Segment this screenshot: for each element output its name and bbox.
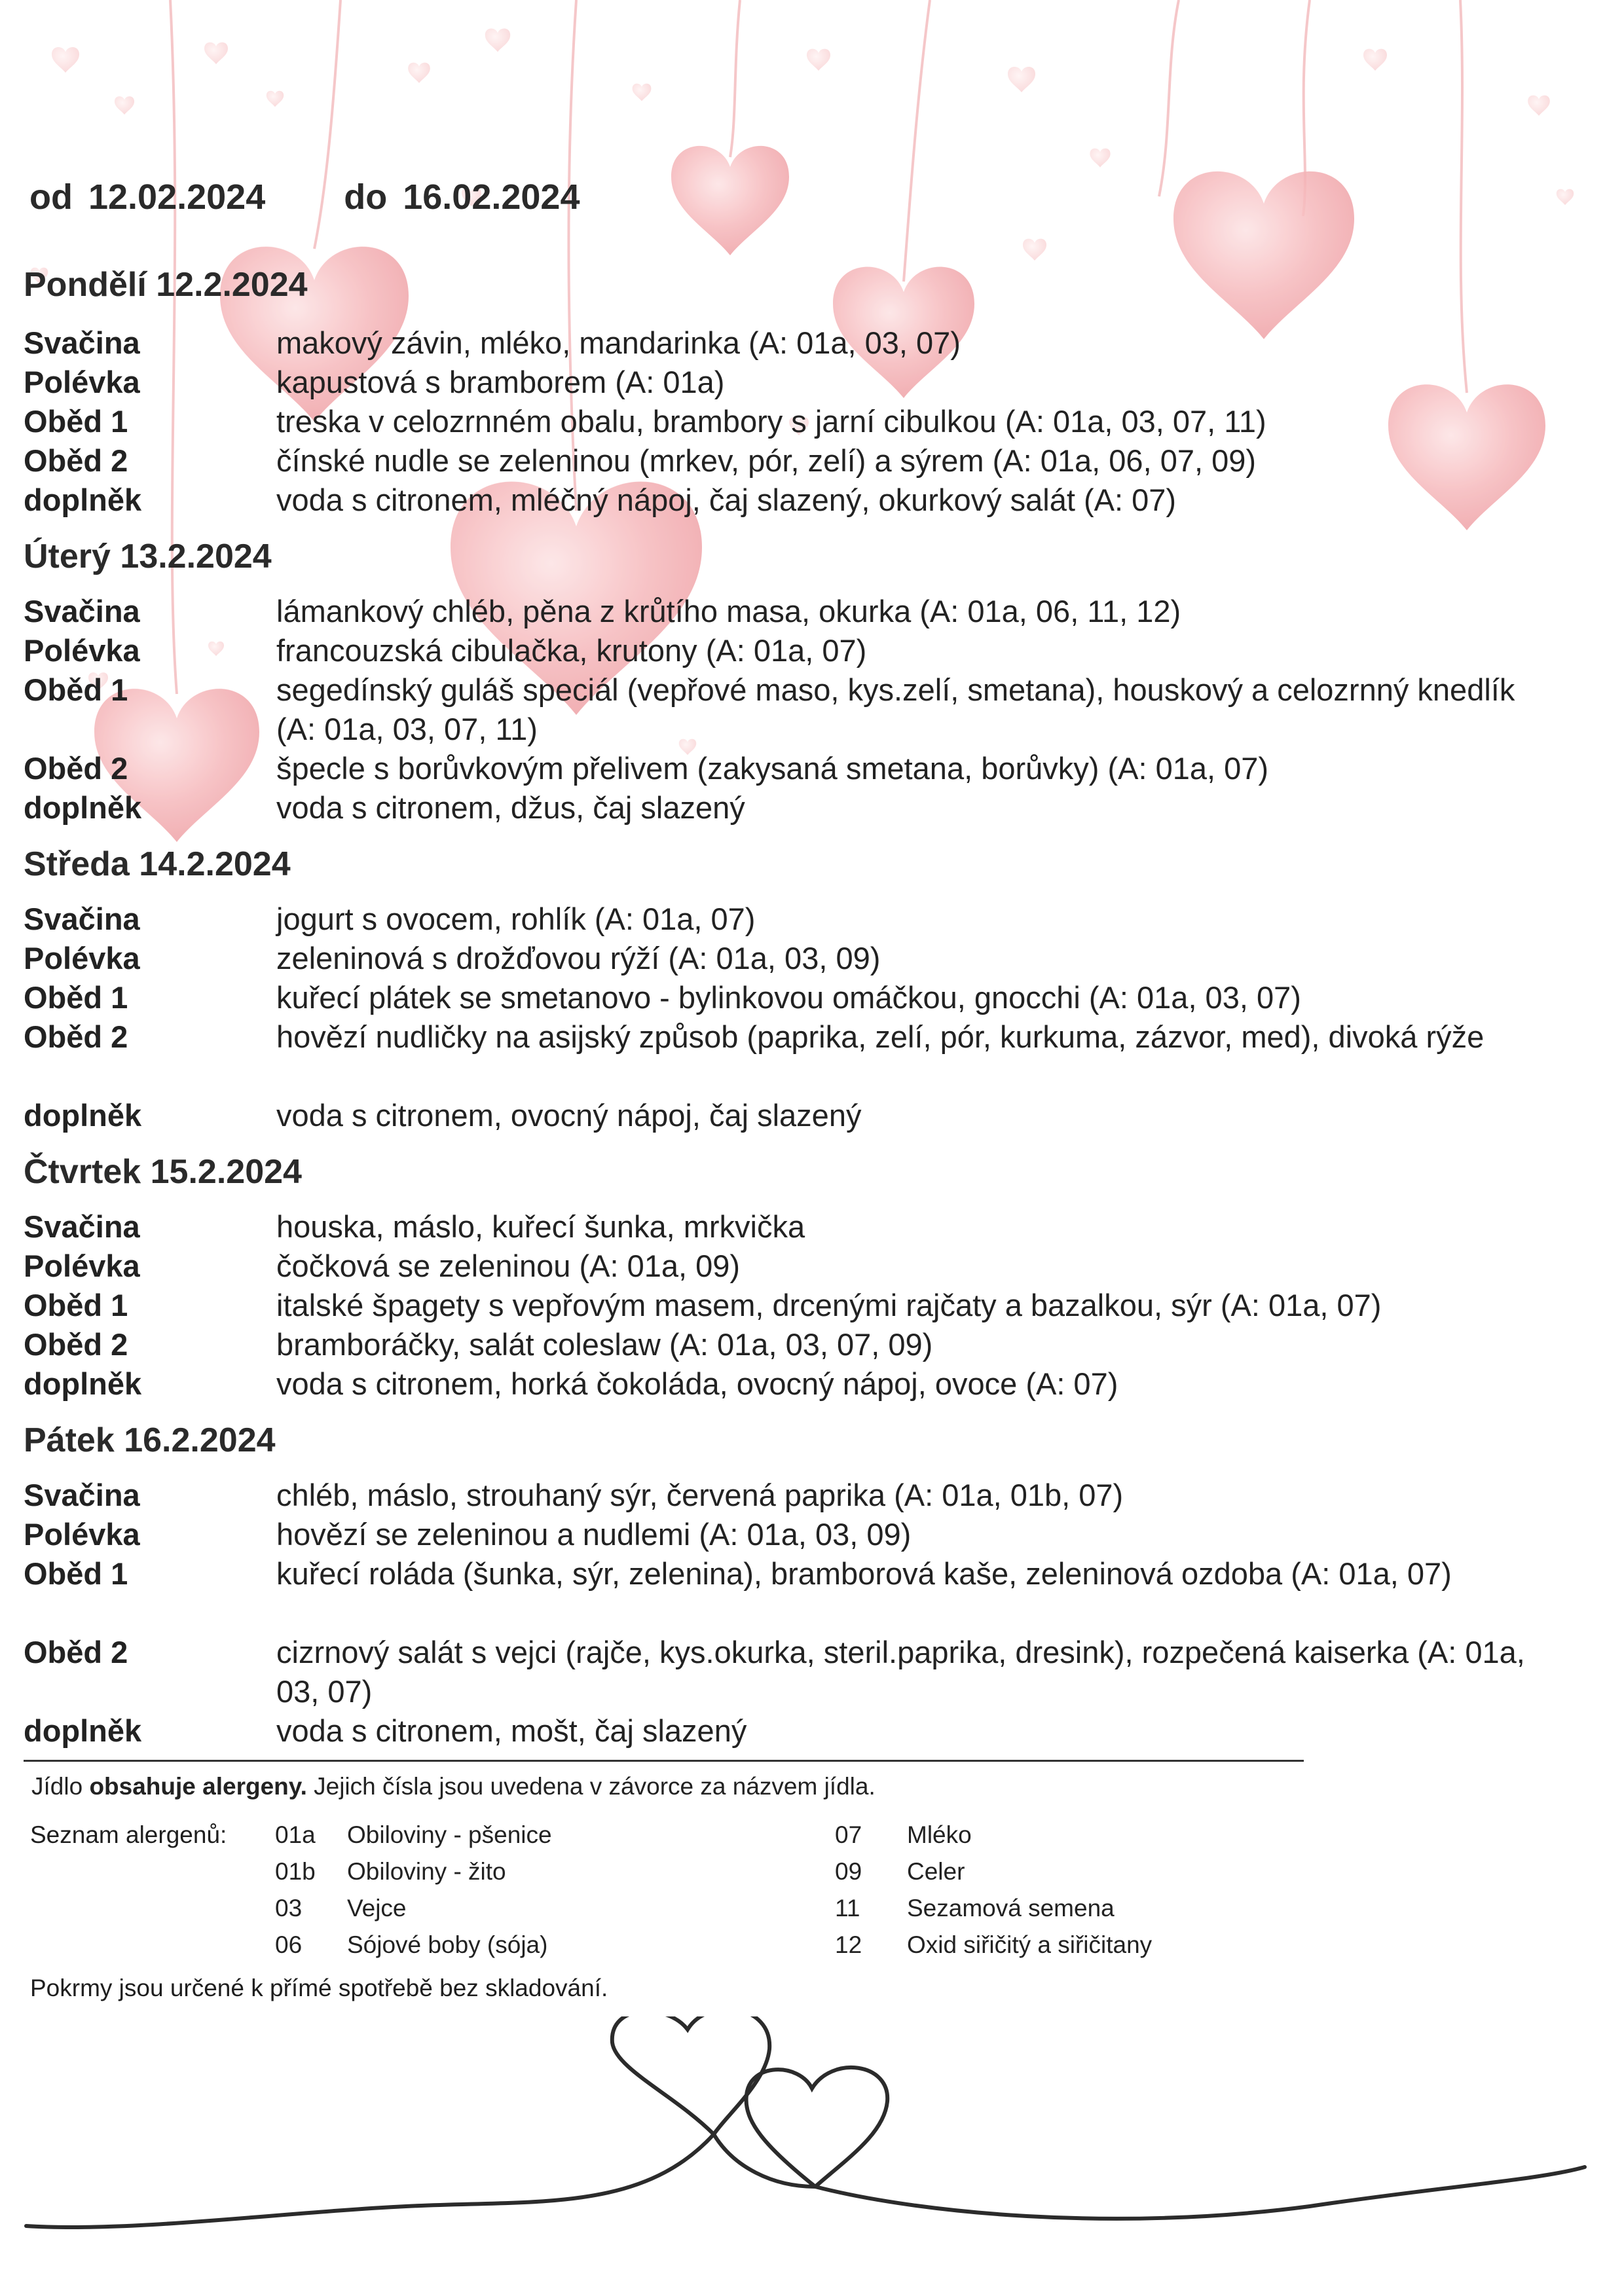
meal-text: voda s citronem, ovocný nápoj, čaj slazený <box>276 1098 862 1133</box>
meal-text: cizrnový salát s vejci (rajče, kys.okurka, steril.paprika, dresink), rozpečená kaiserka (A: 01a, 03, 07) <box>276 1635 1525 1709</box>
date-range <box>29 177 580 217</box>
date-from-label: od <box>29 177 73 217</box>
meal-text: voda s citronem, mléčný nápoj, čaj slazený, okurkový salát (A: 07) <box>276 483 1177 517</box>
meal-label: Oběd 2 <box>24 1019 128 1054</box>
meal-text: voda s citronem, horká čokoláda, ovocný nápoj, ovoce (A: 07) <box>276 1366 1118 1401</box>
meal-text: kuřecí roláda (šunka, sýr, zelenina), bramborová kaše, zeleninová ozdoba (A: 01a, 07) <box>276 1556 1452 1591</box>
date-to: 16.02.2024 <box>403 177 580 217</box>
allergen-list-title: Seznam alergenů: <box>30 1821 227 1848</box>
day-title: Čtvrtek 15.2.2024 <box>24 1153 302 1191</box>
meal-text: treska v celozrnném obalu, brambory s jarní cibulkou (A: 01a, 03, 07, 11) <box>276 404 1266 439</box>
allergen-name: Mléko <box>907 1821 972 1848</box>
hearts-line-art <box>0 2016 1624 2296</box>
allergen-code: 09 <box>835 1858 862 1885</box>
meal-text: italské špagety s vepřovým masem, drcenými rajčaty a bazalkou, sýr (A: 01a, 07) <box>276 1288 1382 1322</box>
allergen-code: 01a <box>275 1821 316 1848</box>
meal-text: čočková se zeleninou (A: 01a, 09) <box>276 1248 741 1283</box>
allergen-code: 11 <box>835 1895 860 1922</box>
day-title: Úterý 13.2.2024 <box>24 538 272 575</box>
date-to-label: do <box>344 177 388 217</box>
line-heart-left-icon <box>612 2016 769 2134</box>
meal-label: Oběd 1 <box>24 980 128 1015</box>
meal-label: Svačina <box>24 1209 140 1244</box>
allergen-name: Oxid siřičitý a siřičitany <box>907 1931 1153 1958</box>
meal-label: Oběd 2 <box>24 1635 128 1669</box>
meal-text: voda s citronem, mošt, čaj slazený <box>276 1713 747 1748</box>
meal-label: Polévka <box>24 633 140 668</box>
meal-text: jogurt s ovocem, rohlík (A: 01a, 07) <box>276 902 756 936</box>
meal-text: lámankový chléb, pěna z krůtího masa, okurka (A: 01a, 06, 11, 12) <box>276 594 1181 629</box>
allergen-code: 03 <box>275 1895 303 1922</box>
meal-text: chléb, máslo, strouhaný sýr, červená paprika (A: 01a, 01b, 07) <box>276 1478 1124 1512</box>
meal-label: Polévka <box>24 365 140 399</box>
day-title: Pondělí 12.2.2024 <box>24 266 308 304</box>
allergen-note <box>31 1772 876 1802</box>
line-heart-right-icon <box>747 2068 888 2187</box>
meal-text: voda s citronem, džus, čaj slazený <box>276 790 745 825</box>
note-suffix: Jejich čísla jsou uvedena v závorce za názvem jídla. <box>306 1773 876 1800</box>
meal-label: Oběd 1 <box>24 672 128 707</box>
meal-text: špecle s borůvkovým přelivem (zakysaná smetana, borůvky) (A: 01a, 07) <box>276 751 1269 786</box>
allergen-code: 06 <box>275 1931 303 1958</box>
meal-label: Svačina <box>24 902 140 936</box>
note-prefix: Jídlo <box>31 1773 90 1800</box>
meal-label: doplněk <box>24 790 142 825</box>
allergen-name: Sezamová semena <box>907 1895 1115 1922</box>
meal-label: Svačina <box>24 1478 140 1512</box>
meal-label: Oběd 2 <box>24 443 128 478</box>
allergen-code: 01b <box>275 1858 316 1885</box>
allergen-name: Sójové boby (sója) <box>347 1931 548 1958</box>
meal-text: segedínský guláš speciál (vepřové maso, kys.zelí, smetana), houskový a celozrnný knedlík (A: 01a, 03, 07, 11) <box>276 672 1515 746</box>
day-title: Středa 14.2.2024 <box>24 845 291 883</box>
meal-label: doplněk <box>24 1366 142 1401</box>
date-from: 12.02.2024 <box>88 177 266 217</box>
allergen-code: 12 <box>835 1931 862 1958</box>
meal-label: doplněk <box>24 483 142 517</box>
allergen-name: Vejce <box>347 1895 407 1922</box>
meal-label: Oběd 2 <box>24 751 128 786</box>
meal-text: kuřecí plátek se smetanovo - bylinkovou omáčkou, gnocchi (A: 01a, 03, 07) <box>276 980 1301 1015</box>
meal-text: zeleninová s drožďovou rýží (A: 01a, 03, 09) <box>276 941 881 975</box>
day-title: Pátek 16.2.2024 <box>24 1421 276 1459</box>
meal-label: Oběd 1 <box>24 404 128 439</box>
allergen-name: Celer <box>907 1858 965 1885</box>
allergen-code: 07 <box>835 1821 862 1848</box>
meal-label: Polévka <box>24 941 140 975</box>
meal-label: doplněk <box>24 1098 142 1133</box>
meal-text: bramboráčky, salát coleslaw (A: 01a, 03, 07, 09) <box>276 1327 933 1362</box>
storage-note: Pokrmy jsou určené k přímé spotřebě bez skladování. <box>30 1975 608 2001</box>
meal-text: francouzská cibulačka, krutony (A: 01a, 07) <box>276 633 867 668</box>
meal-text: houska, máslo, kuřecí šunka, mrkvička <box>276 1209 805 1244</box>
meal-label: Svačina <box>24 594 140 629</box>
meal-label: Polévka <box>24 1248 140 1283</box>
meal-text: kapustová s bramborem (A: 01a) <box>276 365 725 399</box>
divider <box>24 1760 1304 1762</box>
meal-label: Svačina <box>24 325 140 360</box>
meal-text: čínské nudle se zeleninou (mrkev, pór, zelí) a sýrem (A: 01a, 06, 07, 09) <box>276 443 1257 478</box>
meal-label: Oběd 2 <box>24 1327 128 1362</box>
note-bold: obsahuje alergeny. <box>89 1773 307 1800</box>
meal-label: Oběd 1 <box>24 1556 128 1591</box>
allergen-name: Obiloviny - pšenice <box>347 1821 552 1848</box>
meal-text: makový závin, mléko, mandarinka (A: 01a, 03, 07) <box>276 325 961 360</box>
meal-label: Polévka <box>24 1517 140 1552</box>
allergen-name: Obiloviny - žito <box>347 1858 506 1885</box>
meal-text: hovězí se zeleninou a nudlemi (A: 01a, 03, 09) <box>276 1517 912 1552</box>
meal-label: doplněk <box>24 1713 142 1748</box>
meal-label: Oběd 1 <box>24 1288 128 1322</box>
meal-text: hovězí nudličky na asijský způsob (paprika, zelí, pór, kurkuma, zázvor, med), divoká rýže <box>276 1019 1485 1054</box>
